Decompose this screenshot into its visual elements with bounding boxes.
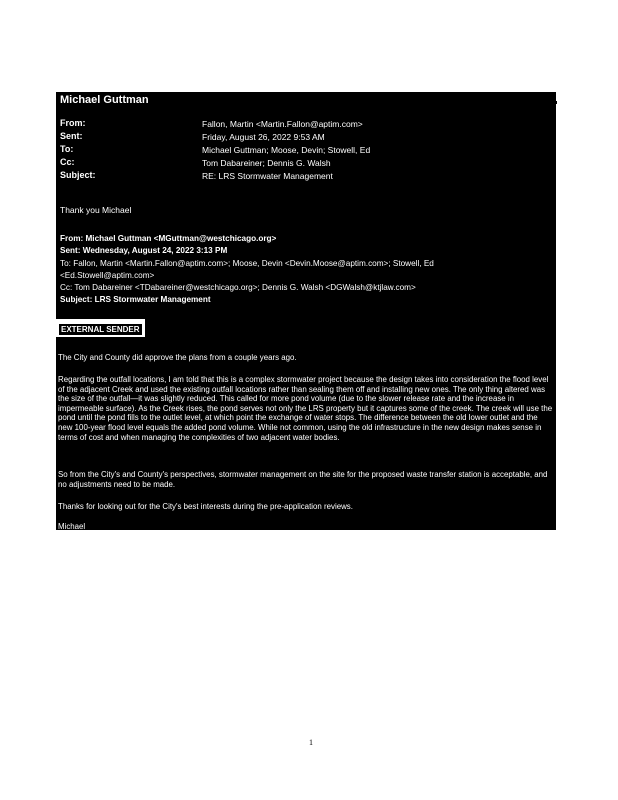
paragraph-3: So from the City's and County's perspectives, stormwater management on the site for the proposed waste transfer station is acceptable, and no adjustments need to be made. [58,470,548,489]
quoted-cc: Cc: Tom Dabareiner <TDabareiner@westchicago.org>; Dennis G. Walsh <DGWalsh@ktjlaw.com> [60,283,416,292]
paragraph-4: Thanks for looking out for the City's best interests during the pre-application reviews. [58,502,353,511]
quoted-to-1: To: Fallon, Martin <Martin.Fallon@aptim.com>; Moose, Devin <Devin.Moose@aptim.com>; Stowell, Ed [60,259,434,268]
from-value: Fallon, Martin <Martin.Fallon@aptim.com> [202,119,363,129]
quoted-sent: Sent: Wednesday, August 24, 2022 3:13 PM [60,246,228,255]
cc-value: Tom Dabareiner; Dennis G. Walsh [202,158,331,168]
cc-label: Cc: [60,157,75,167]
subject-value: RE: LRS Stormwater Management [202,171,333,181]
external-sender-banner [56,319,145,337]
reply-text: Thank you Michael [60,205,132,215]
to-label: To: [60,144,74,154]
sent-label: Sent: [60,131,83,141]
quoted-subject: Subject: LRS Stormwater Management [60,295,211,304]
quoted-to-2: <Ed.Stowell@aptim.com> [60,271,155,280]
quoted-from: From: Michael Guttman <MGuttman@westchicago.org> [60,234,277,243]
sender-name: Michael Guttman [60,94,149,106]
from-label: From: [60,118,86,128]
signoff: Michael [58,522,86,530]
to-value: Michael Guttman; Moose, Devin; Stowell, Ed [202,145,371,155]
paragraph-1: The City and County did approve the plans from a couple years ago. [58,353,297,362]
external-sender-label: EXTERNAL SENDER [61,325,140,334]
page-number: 1 [309,738,313,747]
subject-label: Subject: [60,170,96,180]
paragraph-2: Regarding the outfall locations, I am told that this is a complex stormwater project because the design takes into consideration the flood level of the adjacent Creek and used the existing outfall locations rather than sealing them off and installing new ones. The only thing altered was the size of the outfall—it was slightly reduced. This called for more pond volume (due to the slower release rate and the increase in impermeable surface). As the Creek rises, the pond serves not only the LRS property but it captures some of the creek. The creek will use the pond until the pond fills to the outlet level, at which point the exchange of water stops. The difference between the old lower outlet and the new 100-year flood level equals the added pond volume. While not common, using the old infrastructure in the new design makes sense in terms of cost and when managing the complexities of two adjacent water bodies. [58,375,553,442]
sent-value: Friday, August 26, 2022 9:53 AM [202,132,325,142]
email-block [56,92,556,530]
